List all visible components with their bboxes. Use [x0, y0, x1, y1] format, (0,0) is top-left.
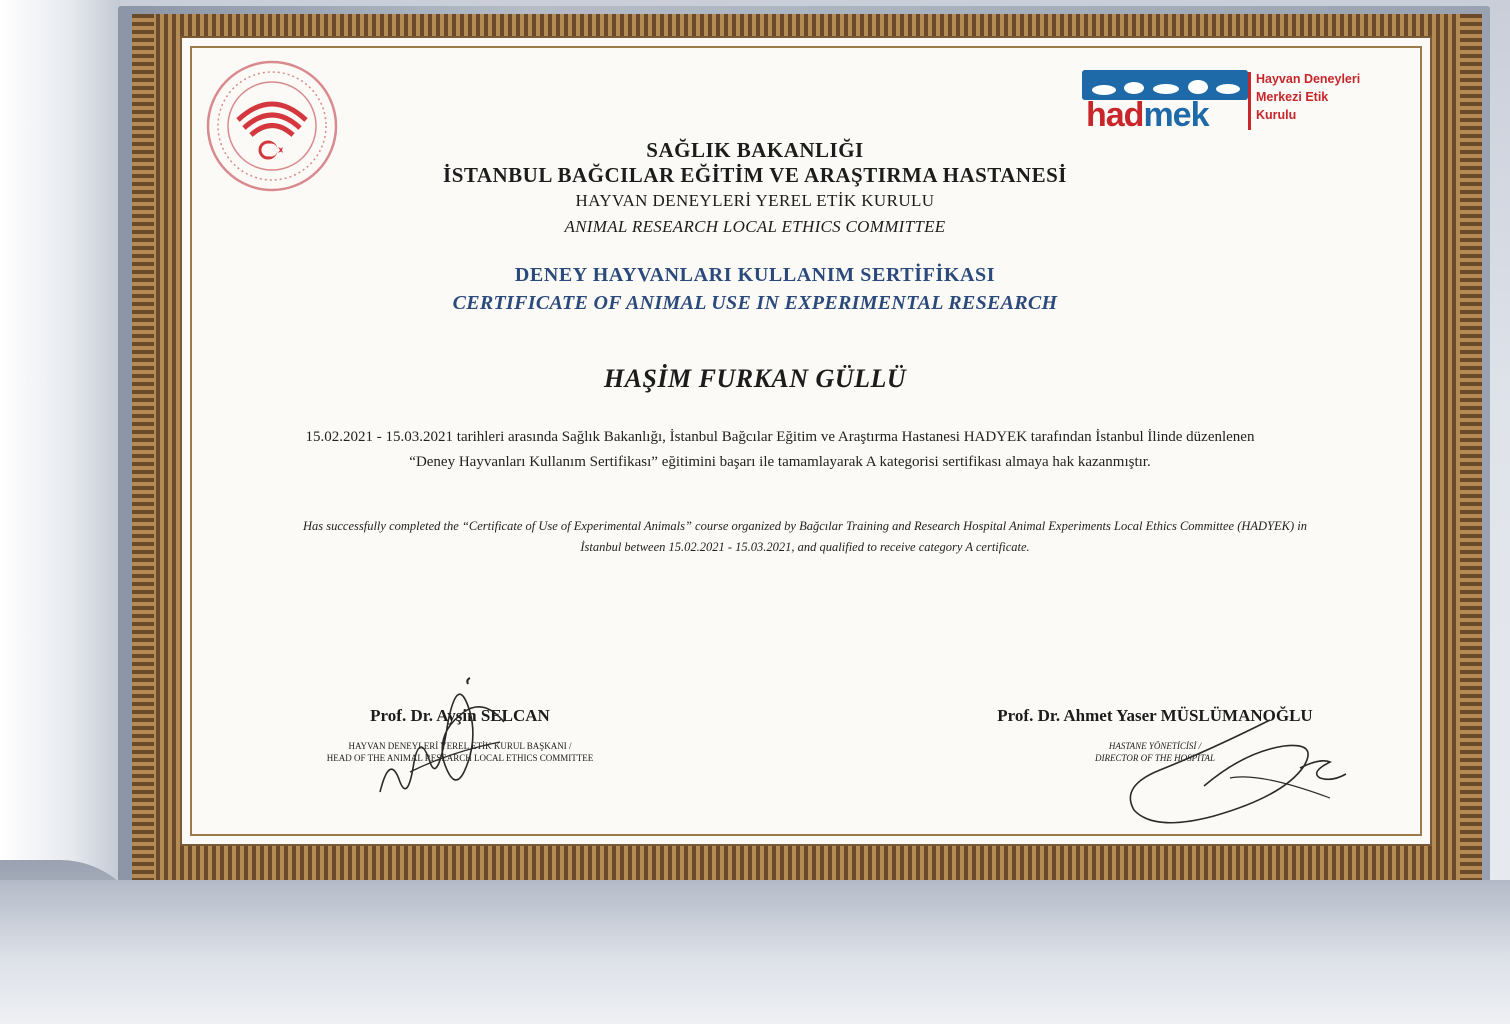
background-light: [0, 0, 120, 880]
handwritten-signature-left: [370, 672, 570, 812]
handwritten-signature-right: [1120, 708, 1350, 828]
logo-divider: [1248, 72, 1251, 130]
hospital-title: İSTANBUL BAĞCILAR EĞİTİM VE ARAŞTIRMA HASTANESİ: [443, 163, 1067, 187]
signer-name-right: Prof. Dr. Ahmet Yaser MÜSLÜMANOĞLU: [997, 706, 1313, 725]
signer-name-left: Prof. Dr. Ayşin SELCAN: [370, 706, 550, 725]
certificate-title-tr: DENEY HAYVANLARI KULLANIM SERTİFİKASI: [514, 264, 996, 286]
ministry-title: SAĞLIK BAKANLIĞI: [646, 138, 864, 162]
hadmek-wordmark: hadmek: [1086, 96, 1209, 134]
hadmek-logo-text: Hayvan Deneyleri Merkezi Etik Kurulu: [1256, 72, 1361, 122]
certificate-title-en: CERTIFICATE OF ANIMAL USE IN EXPERIMENTAL RESEARCH: [452, 292, 1058, 314]
signer-role-left: HAYVAN DENEYLERİ YEREL ETİK KURUL BAŞKANI / HEAD OF THE ANIMAL RESEARCH LOCAL ETHICS COMMITTEE: [326, 741, 594, 763]
committee-title-tr: HAYVAN DENEYLERİ YEREL ETİK KURULU: [575, 191, 935, 210]
recipient-name: HAŞİM FURKAN GÜLLÜ: [603, 364, 907, 393]
certificate-body-en: Has successfully completed the “Certificate of Use of Experimental Animals” course organized by Bağcılar Training and Research Hospital Animal Experiments Local Ethics Committee (HADYEK) in İstanbul between 15.02.2021 - 15.03.2021, and qualified to receive category A certificate.: [302, 519, 1308, 554]
hadmek-logo: [1078, 70, 1398, 134]
frame-stand: [0, 880, 1510, 1024]
signer-role-right: HASTANE YÖNETİCİSİ / DIRECTOR OF THE HOSPITAL: [1095, 741, 1215, 763]
certificate-body-tr: 15.02.2021 - 15.03.2021 tarihleri arasında Sağlık Bakanlığı, İstanbul Bağcılar Eğitim ve Araştırma Hastanesi HADYEK tarafından İstanbul İlinde düzenlenen “Deney Hayvanları Kullanım Sertifikası” eğitimini başarı ile tamamlayarak A kategorisi sertifikası almaya hak kazanmıştır.: [305, 429, 1255, 470]
committee-title-en: ANIMAL RESEARCH LOCAL ETHICS COMMITTEE: [564, 217, 946, 236]
